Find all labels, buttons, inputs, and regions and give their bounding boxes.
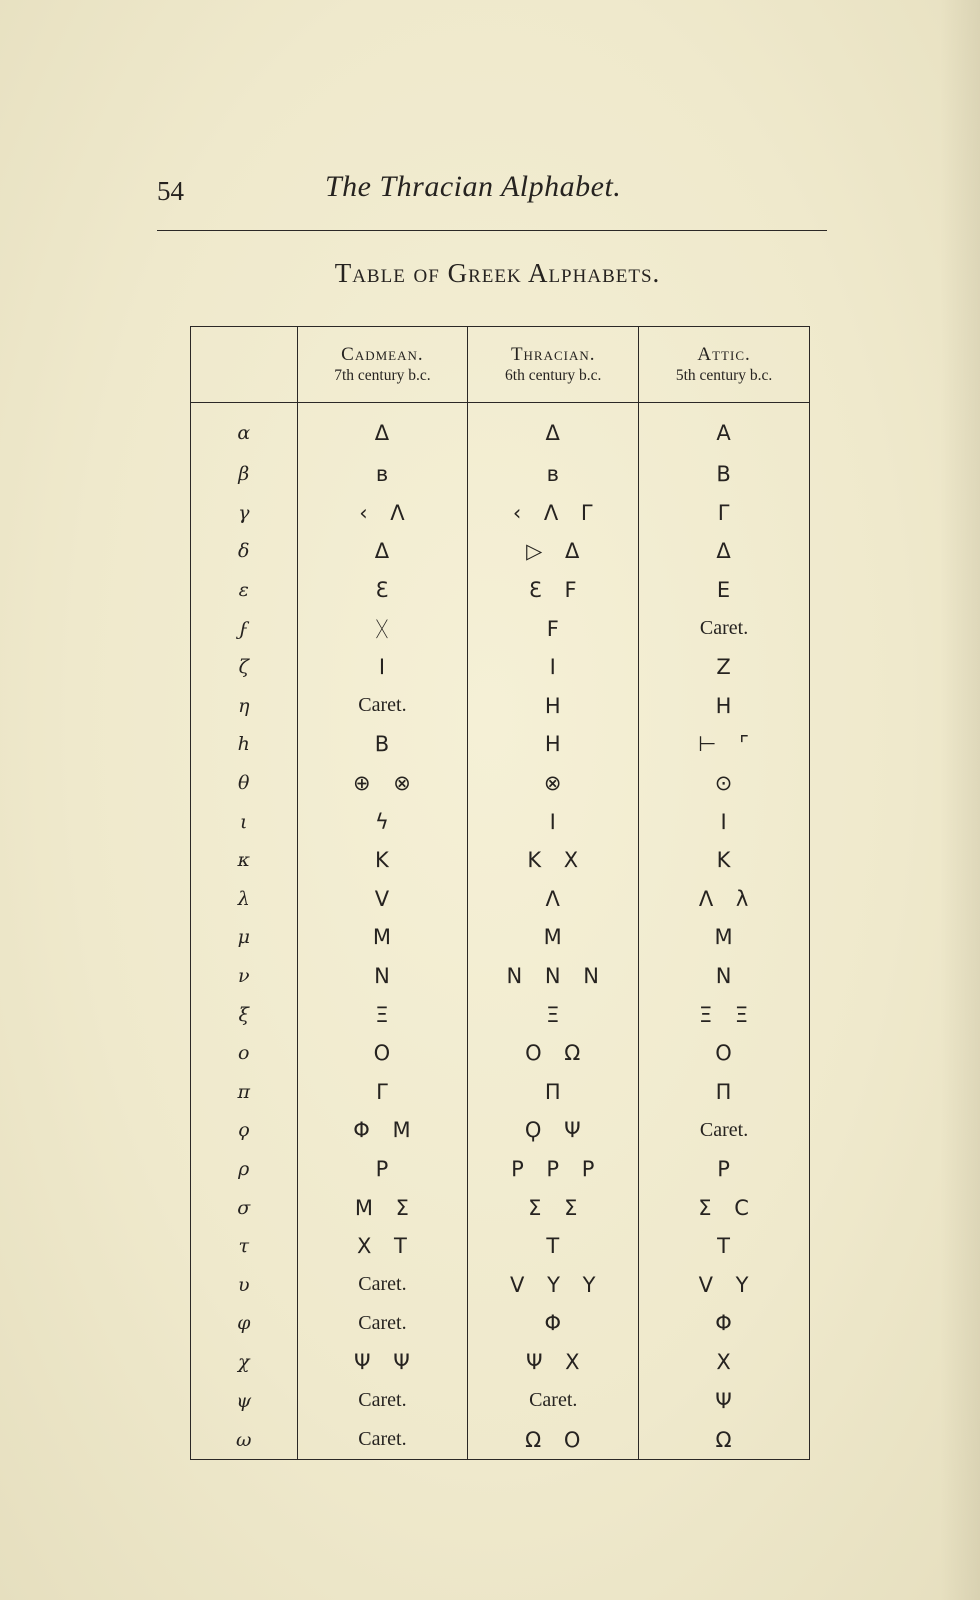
cadmean-form-cell: ‹ Λ xyxy=(297,493,468,532)
cadmean-form-cell: Ο xyxy=(297,1034,468,1073)
cadmean-form-cell: Ν xyxy=(297,957,468,996)
thracian-form-cell: Ι xyxy=(468,802,639,841)
greek-letter-cell: φ xyxy=(191,1304,298,1343)
greek-letter-cell: κ xyxy=(191,841,298,880)
greek-letter-cell: ϝ xyxy=(191,609,298,648)
cadmean-form-cell: Ɛ xyxy=(297,571,468,610)
table-row xyxy=(191,1111,810,1150)
table-row xyxy=(191,1227,810,1266)
attic-form-cell: Ρ xyxy=(639,1150,810,1189)
alphabet-table xyxy=(190,326,810,1460)
table-row xyxy=(191,455,810,494)
table-row xyxy=(191,802,810,841)
attic-form-cell: Ο xyxy=(639,1034,810,1073)
attic-form-cell: Χ xyxy=(639,1343,810,1382)
greek-letter-cell: δ xyxy=(191,532,298,571)
table-row xyxy=(191,493,810,532)
thracian-form-cell: Μ xyxy=(468,918,639,957)
thracian-form-cell: Η xyxy=(468,725,639,764)
header-thracian xyxy=(468,327,639,403)
thracian-form-cell: Ϙ Ψ xyxy=(468,1111,639,1150)
attic-form-cell: Γ xyxy=(639,493,810,532)
attic-form-cell: Λ λ xyxy=(639,879,810,918)
attic-form-cell: Ψ xyxy=(639,1381,810,1420)
thracian-form-cell: ʙ xyxy=(468,455,639,494)
thracian-form-cell: V Y Y xyxy=(468,1266,639,1305)
attic-form-cell: Β xyxy=(639,455,810,494)
cadmean-form-cell: Μ xyxy=(297,918,468,957)
table-row xyxy=(191,1381,810,1420)
table-row xyxy=(191,403,810,455)
attic-form-cell: Ζ xyxy=(639,648,810,687)
thracian-form-cell: Ω Ο xyxy=(468,1420,639,1459)
attic-form-cell: Ξ Ξ xyxy=(639,995,810,1034)
cadmean-form-cell: Caret. xyxy=(297,686,468,725)
thracian-form-cell: Δ xyxy=(468,403,639,455)
greek-letter-cell: η xyxy=(191,686,298,725)
greek-letter-cell: σ xyxy=(191,1188,298,1227)
table-row xyxy=(191,879,810,918)
cadmean-form-cell: Μ Σ xyxy=(297,1188,468,1227)
thracian-form-cell: ‹ Λ Γ xyxy=(468,493,639,532)
greek-letter-cell: ι xyxy=(191,802,298,841)
table-row xyxy=(191,648,810,687)
table-row xyxy=(191,609,810,648)
table-row xyxy=(191,918,810,957)
table-row xyxy=(191,1420,810,1459)
greek-letter-cell: ο xyxy=(191,1034,298,1073)
thracian-form-cell: Ξ xyxy=(468,995,639,1034)
cadmean-form-cell: Caret. xyxy=(297,1304,468,1343)
thracian-form-cell: Ɛ Ϝ xyxy=(468,571,639,610)
attic-form-cell: V Y xyxy=(639,1266,810,1305)
page-edge-shadow xyxy=(940,0,980,1600)
greek-letter-cell: υ xyxy=(191,1266,298,1305)
thracian-form-cell: Η xyxy=(468,686,639,725)
running-head xyxy=(157,170,827,218)
thracian-form-cell: Ι xyxy=(468,648,639,687)
thracian-form-cell: Σ Σ xyxy=(468,1188,639,1227)
cadmean-form-cell: ϟ xyxy=(297,802,468,841)
greek-letter-cell: ω xyxy=(191,1420,298,1459)
greek-letter-cell: ε xyxy=(191,571,298,610)
cadmean-form-cell: Γ xyxy=(297,1073,468,1112)
attic-form-cell: Η xyxy=(639,686,810,725)
cadmean-form-cell: Caret. xyxy=(297,1381,468,1420)
cadmean-form-cell: Caret. xyxy=(297,1420,468,1459)
attic-form-cell: Τ xyxy=(639,1227,810,1266)
greek-letter-cell: ψ xyxy=(191,1381,298,1420)
thracian-form-cell: Ϝ xyxy=(468,609,639,648)
attic-form-cell: Caret. xyxy=(639,609,810,648)
greek-letter-cell: β xyxy=(191,455,298,494)
attic-form-cell: Π xyxy=(639,1073,810,1112)
cadmean-form-cell: Β xyxy=(297,725,468,764)
thracian-form-cell: ▷ Δ xyxy=(468,532,639,571)
table-row xyxy=(191,725,810,764)
column-name: Attic. xyxy=(697,343,751,365)
greek-letter-cell: α xyxy=(191,403,298,455)
thracian-form-cell: Φ xyxy=(468,1304,639,1343)
column-period: 6th century b.c. xyxy=(505,366,602,384)
attic-form-cell: Μ xyxy=(639,918,810,957)
attic-form-cell: Ω xyxy=(639,1420,810,1459)
attic-form-cell: Ν xyxy=(639,957,810,996)
table-title: Table of Greek Alphabets. xyxy=(334,258,661,288)
table-row xyxy=(191,764,810,803)
table-row xyxy=(191,995,810,1034)
header-attic xyxy=(639,327,810,403)
attic-form-cell: Κ xyxy=(639,841,810,880)
table-body xyxy=(191,403,810,1460)
attic-form-cell: Δ xyxy=(639,532,810,571)
cadmean-form-cell: Ψ Ψ xyxy=(297,1343,468,1382)
table-row xyxy=(191,1073,810,1112)
greek-letter-cell: ν xyxy=(191,957,298,996)
cadmean-form-cell: Χ Τ xyxy=(297,1227,468,1266)
greek-letter-cell: ϙ xyxy=(191,1111,298,1150)
cadmean-form-cell: ⊕ ⊗ xyxy=(297,764,468,803)
cadmean-form-cell: ᚷ xyxy=(297,609,468,648)
thracian-form-cell: Ο Ω xyxy=(468,1034,639,1073)
thracian-form-cell: Κ Χ xyxy=(468,841,639,880)
header-letter-cell xyxy=(191,327,298,403)
attic-form-cell: Caret. xyxy=(639,1111,810,1150)
attic-form-cell: Ι xyxy=(639,802,810,841)
table-row xyxy=(191,1188,810,1227)
greek-letter-cell: χ xyxy=(191,1343,298,1382)
greek-letter-cell: λ xyxy=(191,879,298,918)
thracian-form-cell: Λ xyxy=(468,879,639,918)
thracian-form-cell: Ν Ν Ν xyxy=(468,957,639,996)
table-row xyxy=(191,1343,810,1382)
greek-letter-cell: ζ xyxy=(191,648,298,687)
attic-form-cell: Α xyxy=(639,403,810,455)
column-name: Thracian. xyxy=(510,343,596,365)
greek-letter-cell: ρ xyxy=(191,1150,298,1189)
cadmean-form-cell: Φ Μ xyxy=(297,1111,468,1150)
table-row xyxy=(191,571,810,610)
greek-letter-cell: π xyxy=(191,1073,298,1112)
cadmean-form-cell: Ξ xyxy=(297,995,468,1034)
cadmean-form-cell: Δ xyxy=(297,403,468,455)
greek-letter-cell: ξ xyxy=(191,995,298,1034)
greek-letter-cell: h xyxy=(191,725,298,764)
column-period: 7th century b.c. xyxy=(334,366,431,384)
table-row xyxy=(191,957,810,996)
cadmean-form-cell: Δ xyxy=(297,532,468,571)
table-row xyxy=(191,1034,810,1073)
thracian-form-cell: Caret. xyxy=(468,1381,639,1420)
greek-letter-cell: τ xyxy=(191,1227,298,1266)
header-cadmean xyxy=(297,327,468,403)
attic-form-cell: Φ xyxy=(639,1304,810,1343)
cadmean-form-cell: ʙ xyxy=(297,455,468,494)
greek-letter-cell: θ xyxy=(191,764,298,803)
cadmean-form-cell: Ι xyxy=(297,648,468,687)
table-row xyxy=(191,1266,810,1305)
column-name: Cadmean. xyxy=(341,343,424,365)
table-row xyxy=(191,1304,810,1343)
running-title: The Thracian Alphabet. xyxy=(325,170,622,203)
thracian-form-cell: Ψ Χ xyxy=(468,1343,639,1382)
cadmean-form-cell: Ρ xyxy=(297,1150,468,1189)
table-row xyxy=(191,1150,810,1189)
attic-form-cell: ⊢ ⌜ xyxy=(639,725,810,764)
table-row xyxy=(191,532,810,571)
cadmean-form-cell: V xyxy=(297,879,468,918)
thracian-form-cell: Τ xyxy=(468,1227,639,1266)
attic-form-cell: ⊙ xyxy=(639,764,810,803)
table-header-row xyxy=(191,327,810,403)
column-period: 5th century b.c. xyxy=(675,366,773,384)
table-row xyxy=(191,841,810,880)
attic-form-cell: Σ C xyxy=(639,1188,810,1227)
thracian-form-cell: ⊗ xyxy=(468,764,639,803)
thracian-form-cell: Π xyxy=(468,1073,639,1112)
greek-letter-cell: μ xyxy=(191,918,298,957)
cadmean-form-cell: Caret. xyxy=(297,1266,468,1305)
page-number: 54 xyxy=(157,176,184,206)
thracian-form-cell: Ρ Ρ Ρ xyxy=(468,1150,639,1189)
cadmean-form-cell: Κ xyxy=(297,841,468,880)
greek-letter-cell: γ xyxy=(191,493,298,532)
attic-form-cell: Ε xyxy=(639,571,810,610)
head-rule xyxy=(157,230,827,231)
table-row xyxy=(191,686,810,725)
